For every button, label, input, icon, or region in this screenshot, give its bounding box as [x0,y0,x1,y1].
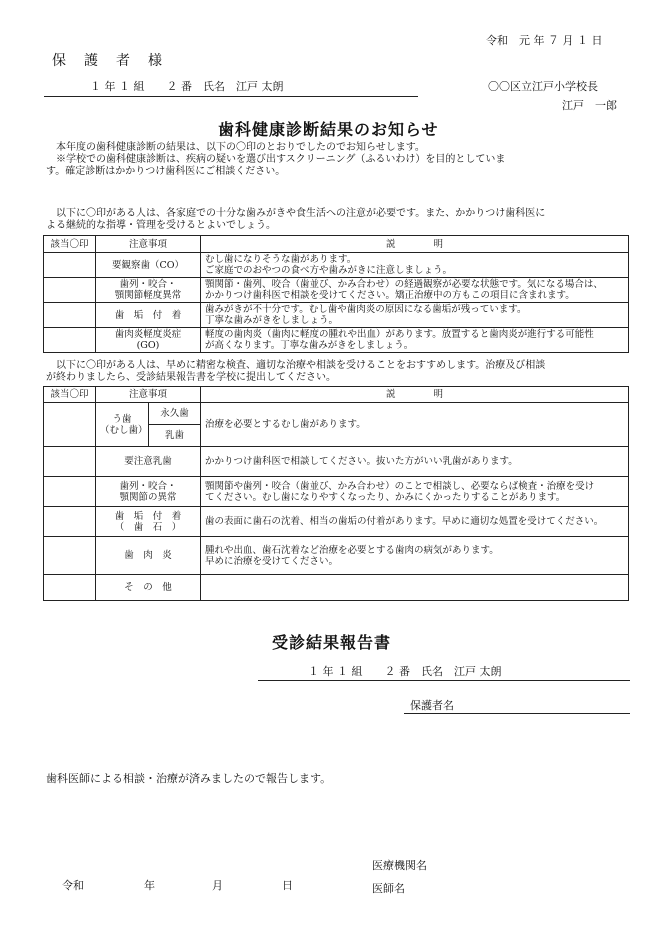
table-row [44,328,629,353]
desc-cell [201,575,629,601]
mark-cell[interactable] [44,447,96,477]
report-date-era: 令和 [62,879,84,892]
permanent-teeth-label: 永久歯 [149,403,201,425]
item-cell: 要観察歯（CO） [96,253,201,278]
mark-cell[interactable] [44,303,96,328]
report-statement: 歯科医師による相談・治療が済みましたので報告します。 [46,772,332,785]
col-desc: 説 明 [201,236,629,253]
mark-cell[interactable] [44,328,96,353]
mark-cell[interactable] [44,507,96,537]
mark-cell[interactable] [44,477,96,507]
item-cell: そ の 他 [96,575,201,601]
guardian-label: 保護者名 [410,699,454,712]
desc-cell: 軽度の歯肉炎（歯肉に軽度の腫れや出血）があります。放置すると歯肉炎が進行する可能性 が高くなります。丁寧な歯みがきをしましょう。 [201,328,629,353]
report-title: 受診結果報告書 [272,633,392,652]
item-cell: 歯 垢 付 着 [96,303,201,328]
table-row [44,575,629,601]
col-desc: 説 明 [201,387,629,403]
desc-cell: 顎関節・歯列、咬合（歯並び、かみ合わせ）の経過観察が必要な状態です。気になる場合は、 かかりつけ歯科医で相談を受けてください。矯正治療中の方もこの項目に含まれます。 [201,278,629,303]
report-student-line: １ 年 １ 組 ２ 番 氏名 江戸 太朗 [308,665,502,678]
report-student-underline [258,680,630,681]
col-mark: 該当〇印 [44,387,96,403]
clinic-label: 医療機関名 [372,859,427,872]
item-cell: 歯 垢 付 着 （ 歯 石 ） [96,507,201,537]
primary-teeth-label: 乳歯 [149,425,201,447]
section2-text: 以下に〇印がある人は、早めに精密な検査、適切な治療や相談を受けることをおすすめします。治療及び相談 が終わりましたら、受診結果報告書を学校に提出してください。 [46,360,546,383]
col-item: 注意事項 [96,387,201,403]
desc-cell: かかりつけ歯科医で相談してください。抜いた方がいい乳歯があります。 [201,447,629,477]
col-mark: 該当〇印 [44,236,96,253]
report-date-month: 月 [212,879,223,892]
item-cell: 歯肉炎軽度炎症 (GO) [96,328,201,353]
mark-cell[interactable] [44,278,96,303]
table-row [44,253,629,278]
mark-cell[interactable] [44,403,96,447]
table-row [44,278,629,303]
report-date-day: 日 [282,879,293,892]
desc-cell: 歯みがきが不十分です。むし歯や歯肉炎の原因になる歯垢が残っています。 丁寧な歯みがきをしましょう。 [201,303,629,328]
mark-cell[interactable] [44,537,96,575]
principal-name: 江戸 一郎 [562,99,617,112]
item-cell: 歯 肉 炎 [96,537,201,575]
student-underline [44,96,418,97]
notice-intro: 本年度の歯科健康診断の結果は、以下の〇印のとおりでしたのでお知らせします。 ※学校での歯科健康診断は、疾病の疑いを選び出すスクリーニング（ふるいわけ）を目的としていま す。確定診断はかかりつけ歯科医にご相談ください。 [46,142,506,177]
table-header [44,387,629,403]
table-row [44,303,629,328]
table-row [44,403,629,425]
table-row [44,447,629,477]
desc-cell: 歯の表面に歯石の沈着、相当の歯垢の付着があります。早めに適切な処置を受けてください。 [201,507,629,537]
item-cell: 要注意乳歯 [96,447,201,477]
item-cell: 歯列・咬合・ 顎関節の異常 [96,477,201,507]
observation-table [43,235,629,353]
desc-cell: むし歯になりそうな歯があります。 ご家庭でのおやつの食べ方や歯みがきに注意しましょう。 [201,253,629,278]
mark-cell[interactable] [44,575,96,601]
table-row [44,537,629,575]
caries-label: う歯 （むし歯） [96,403,149,447]
guardian-signature-line[interactable] [404,713,630,714]
issue-date: 令和 元 年 ７ 月 １ 日 [486,34,603,47]
school-name: 〇〇区立江戸小学校長 [488,80,598,93]
doctor-label: 医師名 [372,882,405,895]
table-header [44,236,629,253]
notice-title: 歯科健康診断結果のお知らせ [218,120,439,139]
col-item: 注意事項 [96,236,201,253]
desc-cell: 腫れや出血、歯石沈着など治療を必要とする歯肉の病気があります。 早めに治療を受けてください。 [201,537,629,575]
section1-text: 以下に〇印がある人は、各家庭での十分な歯みがきや食生活への注意が必要です。また、かかりつけ歯科医に よる継続的な指導・管理を受けるとよいでしょう。 [46,208,546,231]
report-date-year: 年 [144,879,155,892]
student-line: １ 年 １ 組 ２ 番 氏名 江戸 太朗 [90,80,284,93]
desc-cell: 顎関節や歯列・咬合（歯並び、かみ合わせ）のことで相談し、必要ならば検査・治療を受け てください。むし歯になりやすくなったり、かみにくかったりすることがあります。 [201,477,629,507]
mark-cell[interactable] [44,253,96,278]
treatment-table [43,386,629,601]
caries-desc: 治療を必要とするむし歯があります。 [201,403,629,447]
item-cell: 歯列・咬合・ 顎関節軽度異常 [96,278,201,303]
recipient: 保 護 者 様 [52,53,164,69]
table-row [44,507,629,537]
table-row [44,477,629,507]
